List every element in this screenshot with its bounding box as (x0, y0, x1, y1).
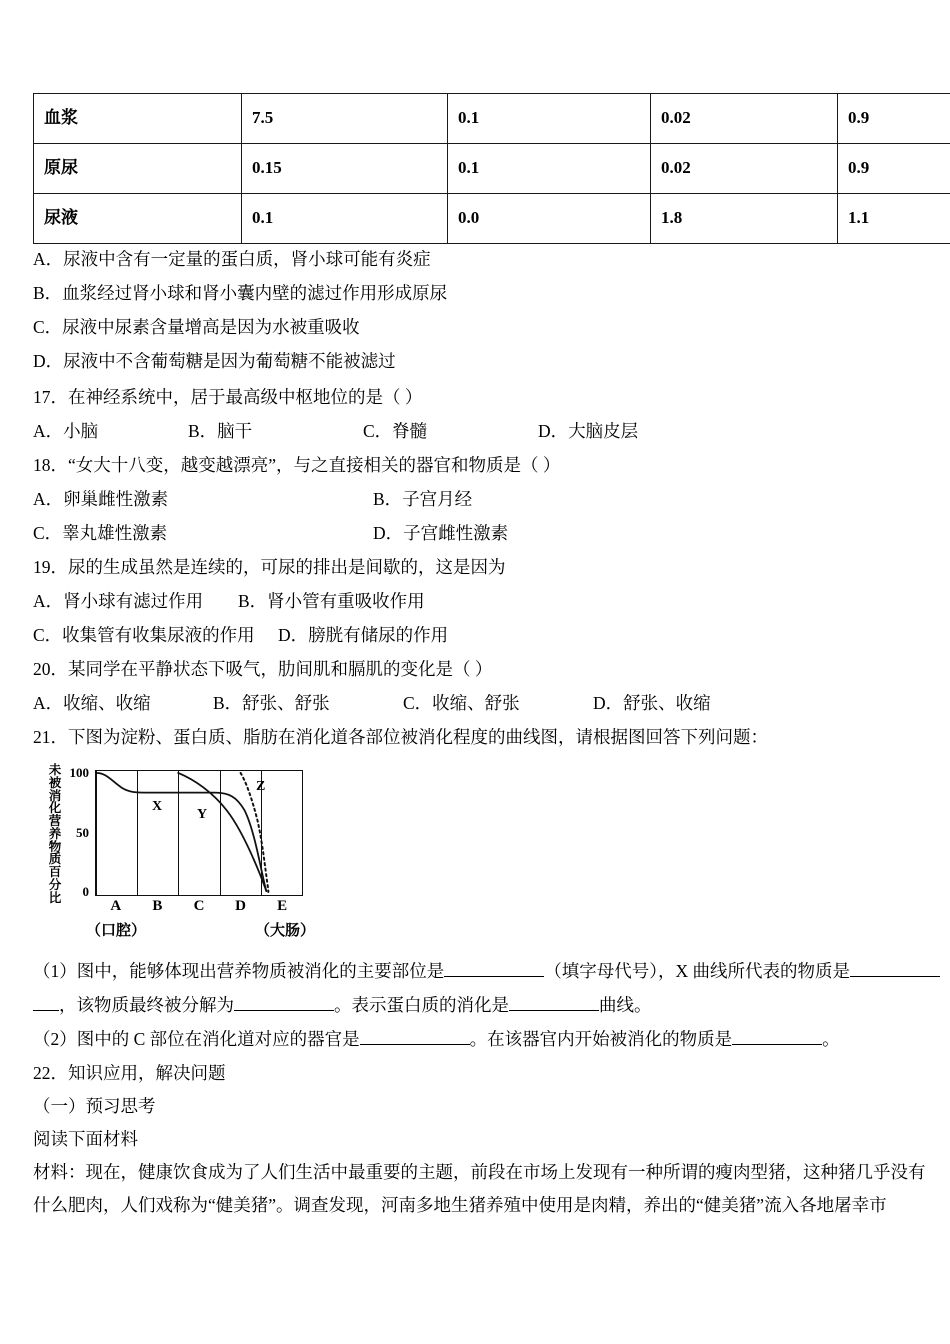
q19-options-bottom (33, 622, 448, 647)
chart-curves-svg (96, 771, 302, 895)
y-tick-0: 0 (82, 884, 89, 899)
q22-material-line2-row (33, 1189, 923, 1222)
x-sublabel-intestine: （大肠） (254, 923, 316, 939)
q22-subtitle: （一）预习思考 (33, 1095, 156, 1116)
q19-options-top (33, 588, 425, 613)
urine-composition-table (33, 93, 950, 244)
curve-label-x: X (152, 799, 163, 814)
q16-option-d-row (33, 345, 917, 379)
q18-options-top (33, 486, 472, 511)
q20-option-c: C．收缩、舒张 (403, 692, 520, 713)
cell-value: 1.1 (838, 194, 950, 244)
curve-label-z: Z (256, 779, 266, 794)
q21-sub1-part-c: ，该物质最终被分解为 (59, 995, 234, 1016)
table-row (34, 144, 950, 194)
digestion-curve-chart (45, 762, 345, 947)
y-axis-char: 分 (48, 877, 62, 892)
q21-sub2-part-a: （2）图中的 C 部位在消化道对应的器官是 (33, 1029, 360, 1050)
answer-blank[interactable] (234, 1010, 334, 1011)
q21-sub1-line1-row (33, 955, 923, 989)
q18-stem: 18．“女大十八变，越变越漂亮”，与之直接相关的器官和物质是（ ） (33, 454, 561, 475)
y-axis-char: 未 (48, 763, 62, 777)
q21-sub2-part-c: 。 (822, 1029, 840, 1050)
table-body (34, 94, 950, 244)
q19-options-row-1 (33, 583, 917, 617)
q18-options-row-1 (33, 481, 917, 515)
q21-sub1-line2 (33, 997, 652, 1015)
q20-option-d: D．舒张、收缩 (593, 692, 711, 713)
row-label: 血浆 (34, 94, 242, 144)
q21-sub1-line2-row (33, 989, 923, 1023)
q22-subtitle-row (33, 1090, 923, 1123)
cell-value: 7.5 (242, 94, 448, 144)
y-tick-50: 50 (76, 825, 89, 840)
q22-material-line1: 材料：现在，健康饮食成为了人们生活中最重要的主题，前段在市场上发现有一种所谓的瘦肉型猪，这种猪几乎没有 (33, 1161, 926, 1182)
q17-option-d: D．大脑皮层 (538, 420, 639, 441)
bottom-text-container (33, 955, 926, 1222)
x-label-a: A (110, 898, 122, 914)
q20-stem: 20．某同学在平静状态下吸气，肋间肌和膈肌的变化是（ ） (33, 658, 493, 679)
q17-option-b: B．脑干 (188, 420, 253, 441)
q17-options-row (33, 413, 917, 447)
q17-option-a: A．小脑 (33, 420, 99, 441)
q16-option-a: A．尿液中含有一定量的蛋白质，肾小球可能有炎症 (33, 249, 431, 270)
q21-sub1-part-a: （1）图中，能够体现出营养物质被消化的主要部位是 (33, 961, 445, 982)
answer-blank[interactable] (360, 1044, 470, 1045)
q16-option-d: D．尿液中不含葡萄糖是因为葡萄糖不能被滤过 (33, 351, 396, 372)
cell-value: 0.02 (651, 94, 838, 144)
q22-material-line1-row (33, 1156, 926, 1189)
q21-sub1-part-d: 。表示蛋白质的消化是 (334, 995, 509, 1016)
table-row (34, 194, 950, 244)
chart-plot-area (95, 770, 303, 896)
x-label-b: B (152, 898, 163, 914)
q18-options-row-2 (33, 515, 917, 549)
q19-option-c: C．收集管有收集尿液的作用 (33, 624, 255, 645)
cell-value: 0.1 (242, 194, 448, 244)
q21-stem-row (33, 719, 917, 753)
q20-options-row (33, 685, 917, 719)
q21-sub1-part-b: （填字母代号），X 曲线所代表的物质是 (544, 961, 851, 982)
q18-options-bottom (33, 520, 508, 545)
q17-stem: 17．在神经系统中，居于最高级中枢地位的是（ ） (33, 386, 423, 407)
q18-option-b: B．子宫月经 (373, 488, 473, 509)
q19-stem: 19．尿的生成虽然是连续的，可尿的排出是间歇的，这是因为 (33, 556, 506, 577)
y-axis-char: 质 (48, 852, 62, 867)
q16-option-b-row (33, 277, 917, 311)
q20-options (33, 690, 711, 715)
q21-sub2-row (33, 1023, 923, 1057)
cell-value: 1.8 (651, 194, 838, 244)
answer-blank[interactable] (509, 1010, 599, 1011)
q21-sub1-part-e: 曲线。 (599, 995, 652, 1016)
cell-value: 0.9 (838, 144, 950, 194)
q18-stem-row (33, 447, 917, 481)
curve-label-y: Y (197, 807, 208, 822)
cell-value: 0.02 (651, 144, 838, 194)
q16-option-c-row (33, 311, 917, 345)
q22-read-prompt-row (33, 1123, 923, 1156)
y-axis-char: 养 (48, 826, 62, 841)
q19-options-row-2 (33, 617, 917, 651)
y-axis-char: 化 (48, 801, 62, 816)
q20-option-b: B．舒张、舒张 (213, 692, 330, 713)
q18-option-d: D．子宫雌性激素 (373, 522, 509, 543)
q22-read-prompt: 阅读下面材料 (33, 1128, 138, 1149)
q20-option-a: A．收缩、收缩 (33, 692, 151, 713)
questions-container (33, 243, 917, 753)
q21-stem: 21．下图为淀粉、蛋白质、脂肪在消化道各部位被消化程度的曲线图，请根据图回答下列问题： (33, 726, 768, 747)
cell-value: 0.9 (838, 94, 950, 144)
q18-option-c: C．睾丸雄性激素 (33, 522, 168, 543)
q21-sub2-part-b: 。在该器官内开始被消化的物质是 (469, 1029, 733, 1050)
answer-blank[interactable] (732, 1044, 822, 1045)
q21-sub1-line1 (33, 963, 940, 981)
table-row (34, 94, 950, 144)
q16-option-c: C．尿液中尿素含量增高是因为水被重吸收 (33, 317, 360, 338)
q19-option-d: D．膀胱有储尿的作用 (278, 624, 449, 645)
q16-option-a-row (33, 243, 917, 277)
x-label-d: D (235, 898, 247, 914)
cell-value: 0.1 (448, 94, 651, 144)
row-label: 尿液 (34, 194, 242, 244)
y-axis-char: 比 (48, 890, 62, 905)
q19-option-a: A．肾小球有滤过作用 (33, 590, 204, 611)
answer-blank[interactable] (33, 1010, 59, 1011)
q19-option-b: B．肾小管有重吸收作用 (238, 590, 425, 611)
row-label: 原尿 (34, 144, 242, 194)
x-label-e: E (277, 898, 288, 914)
y-axis-char: 物 (48, 839, 62, 854)
x-label-c: C (193, 898, 205, 914)
y-axis-char: 营 (48, 814, 62, 828)
q17-stem-row (33, 379, 917, 413)
y-tick-100: 100 (69, 765, 89, 780)
x-sublabel-mouth: （口腔） (85, 923, 147, 939)
cell-value: 0.0 (448, 194, 651, 244)
q16-option-b: B．血浆经过肾小球和肾小囊内壁的滤过作用形成原尿 (33, 283, 448, 304)
q22-stem-row (33, 1057, 923, 1090)
q19-stem-row (33, 549, 917, 583)
q21-sub2-line (33, 1031, 840, 1049)
q20-stem-row (33, 651, 917, 685)
y-axis-char: 百 (48, 865, 62, 879)
answer-blank[interactable] (850, 976, 940, 977)
chart-x-labels (95, 898, 303, 918)
q18-option-a: A．卵巢雌性激素 (33, 488, 169, 509)
q17-options (33, 418, 638, 443)
cell-value: 0.1 (448, 144, 651, 194)
q17-option-c: C．脊髓 (363, 420, 428, 441)
y-axis-char: 被 (48, 775, 62, 790)
q22-stem: 22．知识应用，解决问题 (33, 1062, 226, 1083)
q22-material-line2: 什么肥肉，人们戏称为“健美猪”。调查发现，河南多地生猪养殖中使用是肉精，养出的“健美猪”流入各地屠幸市 (33, 1194, 887, 1215)
y-axis-char: 消 (48, 788, 62, 803)
answer-blank[interactable] (444, 976, 544, 977)
cell-value: 0.15 (242, 144, 448, 194)
